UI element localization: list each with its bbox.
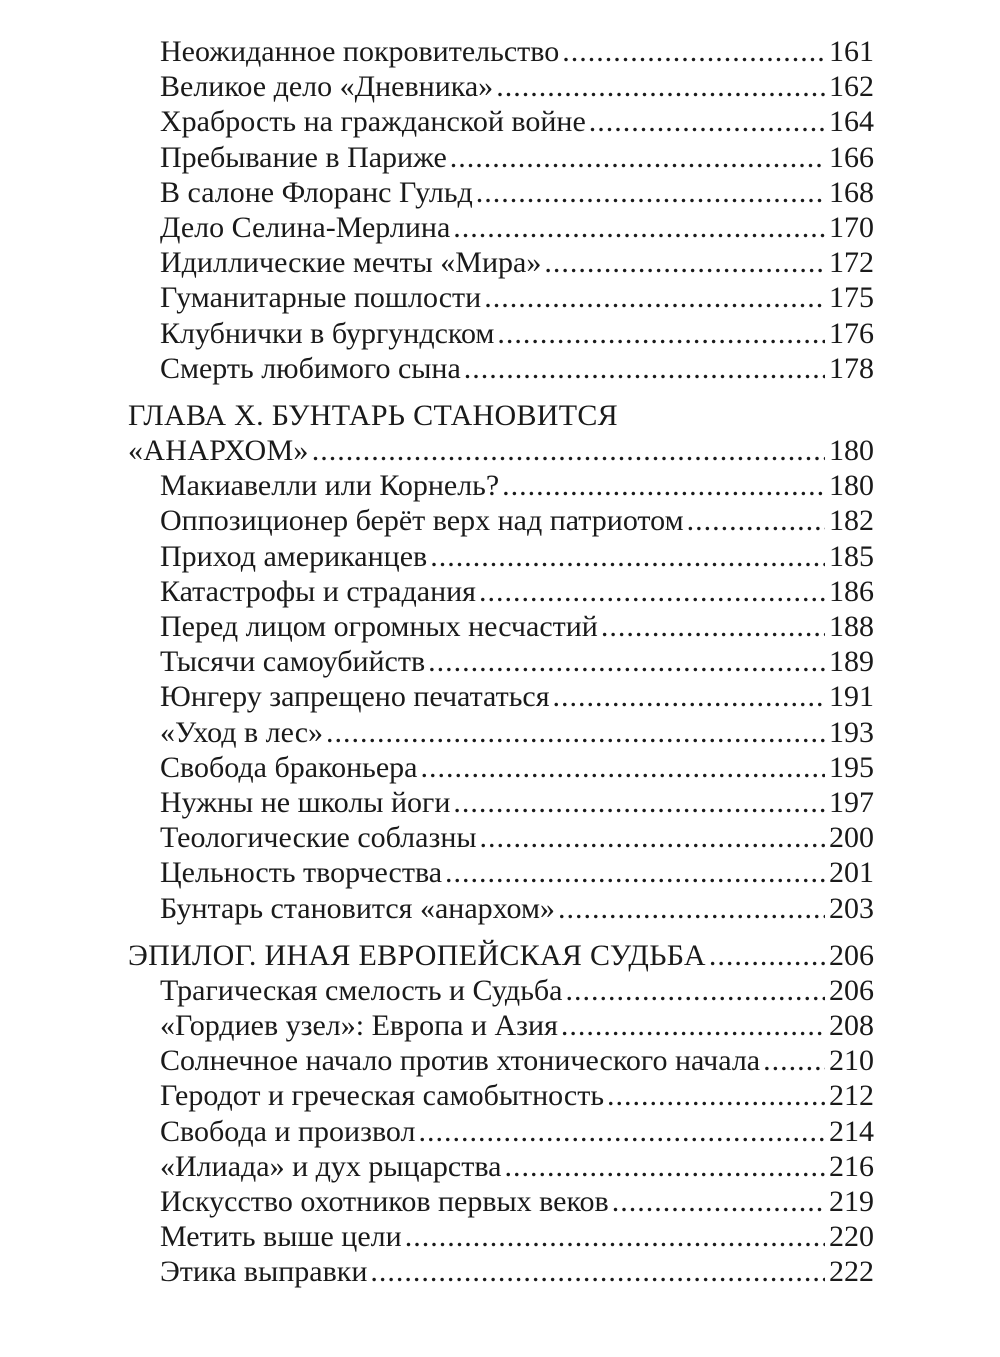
toc-entry-title: Дело Селина-Мерлина (160, 210, 451, 244)
dot-leader (370, 1254, 825, 1289)
toc-entry (128, 1149, 874, 1184)
toc-entry (128, 1008, 874, 1043)
dot-leader (502, 468, 825, 503)
toc-entry-title: Храбрость на гражданской войне (160, 105, 586, 139)
toc-entry-page: 191 (829, 680, 874, 714)
toc-entry-title: Оппозиционер берёт верх над патриотом (160, 504, 684, 538)
toc-entry (128, 140, 874, 175)
toc-entry (128, 69, 874, 104)
toc-entry-page: 170 (829, 210, 874, 244)
dot-leader (428, 644, 825, 679)
dot-leader (479, 574, 825, 609)
dot-leader (497, 316, 825, 351)
dot-leader (558, 891, 825, 926)
toc-entry-title: Макиавелли или Корнель? (160, 469, 500, 503)
toc-entry-title: Цельность творчества (160, 856, 443, 890)
dot-leader (565, 973, 825, 1008)
toc-entry-page: 222 (829, 1255, 874, 1289)
dot-leader (480, 820, 825, 855)
toc-entry (128, 210, 874, 245)
toc-entry-page: 197 (829, 785, 874, 819)
dot-leader (607, 1078, 825, 1113)
dot-leader (430, 539, 825, 574)
toc-entry (128, 316, 874, 351)
toc-entry-page: 162 (829, 70, 874, 104)
toc-entry (128, 644, 874, 679)
dot-leader (476, 175, 825, 210)
toc-entry (128, 820, 874, 855)
toc-entry (128, 175, 874, 210)
toc-entry (128, 973, 874, 1008)
chapter-page: 180 (829, 434, 874, 468)
toc-entry-page: 219 (829, 1185, 874, 1218)
toc-entry-title: В салоне Флоранс Гульд (160, 175, 473, 209)
toc-entry-title: Этика выправки (160, 1255, 368, 1289)
table-of-contents (128, 34, 874, 1290)
toc-entry (128, 891, 874, 926)
epilogue-page: 206 (829, 938, 874, 972)
toc-entry-page: 208 (829, 1009, 874, 1043)
toc-entry-page: 178 (829, 351, 874, 385)
toc-entry (128, 715, 874, 750)
toc-entry-title: Трагическая смелость и Судьба (160, 973, 563, 1007)
toc-entry-title: Свобода браконьера (160, 750, 418, 784)
dot-leader (453, 785, 825, 820)
dot-leader (312, 433, 825, 468)
toc-entry (128, 34, 874, 69)
toc-entry (128, 750, 874, 785)
toc-entry-page: 161 (829, 35, 874, 68)
dot-leader (484, 280, 825, 315)
toc-entry-page: 210 (829, 1044, 874, 1078)
toc-entry-page: 220 (829, 1220, 874, 1254)
toc-entry (128, 574, 874, 609)
toc-entry-title: Солнечное начало против хтонического начала (160, 1044, 761, 1078)
dot-leader (464, 351, 825, 386)
toc-entry (128, 539, 874, 574)
toc-entry-title: Великое дело «Дневника» (160, 70, 494, 104)
toc-entry-title: Перед лицом огромных несчастий (160, 610, 598, 643)
dot-leader (612, 1184, 825, 1219)
dot-leader (687, 503, 825, 538)
toc-entry (128, 1184, 874, 1219)
dot-leader (326, 715, 825, 750)
chapter-heading-line1: ГЛАВА X. БУНТАРЬ СТАНОВИТСЯ (128, 398, 618, 432)
epilogue-heading (128, 938, 874, 973)
toc-entry-page: 206 (829, 973, 874, 1007)
toc-entry-title: Идиллические мечты «Мира» (160, 246, 542, 280)
toc-entry-page: 188 (829, 610, 874, 643)
dot-leader (562, 34, 825, 69)
toc-entry-title: «Илиада» и дух рыцарства (160, 1149, 502, 1183)
toc-entry-title: Пребывание в Париже (160, 140, 447, 174)
toc-entry-page: 195 (829, 750, 874, 784)
toc-entry (128, 245, 874, 280)
toc-entry (128, 785, 874, 820)
toc-entry-title: Катастрофы и страдания (160, 574, 476, 608)
section-gap (128, 926, 874, 938)
dot-leader (763, 1043, 825, 1078)
toc-entry-title: Геродот и греческая самобытность (160, 1079, 605, 1113)
toc-entry-page: 180 (829, 469, 874, 503)
toc-entry-title: Клубнички в бургундском (160, 316, 495, 350)
toc-entry-page: 176 (829, 316, 874, 350)
dot-leader (496, 69, 825, 104)
toc-entry (128, 855, 874, 890)
dot-leader (453, 210, 825, 245)
dot-leader (420, 750, 825, 785)
toc-entry-title: «Гордиев узел»: Европа и Азия (160, 1009, 558, 1043)
toc-entry-page: 203 (829, 891, 874, 925)
toc-entry (128, 503, 874, 538)
toc-entry (128, 280, 874, 315)
toc-entry-page: 164 (829, 105, 874, 139)
toc-entry (128, 1219, 874, 1254)
dot-leader (445, 855, 825, 890)
toc-entry-title: Смерть любимого сына (160, 351, 461, 385)
toc-entry-page: 189 (829, 645, 874, 679)
toc-entry (128, 351, 874, 386)
dot-leader (419, 1114, 826, 1149)
dot-leader (561, 1008, 825, 1043)
toc-entry-title: Нужны не школы йоги (160, 785, 451, 819)
dot-leader (504, 1149, 825, 1184)
toc-entry (128, 1114, 874, 1149)
toc-entry-title: Бунтарь становится «анархом» (160, 891, 555, 925)
toc-entry-page: 185 (829, 539, 874, 573)
dot-leader (450, 140, 825, 175)
toc-entry-page: 175 (829, 281, 874, 315)
toc-entry (128, 468, 874, 503)
toc-entry-page: 168 (829, 175, 874, 209)
toc-entry-page: 212 (829, 1079, 874, 1113)
toc-entry-page: 186 (829, 574, 874, 608)
toc-entry (128, 679, 874, 714)
dot-leader (405, 1219, 825, 1254)
dot-leader (709, 938, 825, 973)
toc-entry-page: 193 (829, 715, 874, 749)
toc-entry (128, 1254, 874, 1289)
toc-entry (128, 609, 874, 644)
toc-entry-title: Теологические соблазны (160, 821, 477, 855)
toc-entry-page: 216 (829, 1149, 874, 1183)
toc-entry (128, 1078, 874, 1113)
section-gap (128, 386, 874, 398)
toc-entry-title: Тысячи самоубийств (160, 645, 426, 679)
dot-leader (544, 245, 825, 280)
epilogue-title: ЭПИЛОГ. ИНАЯ ЕВРОПЕЙСКАЯ СУДЬБА (128, 938, 706, 972)
toc-entry (128, 104, 874, 139)
toc-entry-page: 182 (829, 504, 874, 538)
dot-leader (601, 609, 825, 644)
toc-entry-page: 200 (829, 821, 874, 855)
dot-leader (553, 679, 825, 714)
toc-entry-title: «Уход в лес» (160, 715, 324, 749)
toc-entry-title: Метить выше цели (160, 1220, 402, 1254)
toc-entry-title: Юнгеру запрещено печататься (160, 680, 550, 714)
chapter-heading-line2: «АНАРХОМ» (128, 434, 309, 468)
toc-entry (128, 1043, 874, 1078)
dot-leader (589, 104, 825, 139)
toc-entry-title: Приход американцев (160, 539, 428, 573)
chapter-heading (128, 433, 874, 468)
toc-entry-title: Гуманитарные пошлости (160, 281, 482, 315)
toc-entry-title: Неожиданное покровительство (160, 35, 560, 68)
toc-entry-title: Искусство охотников первых веков (160, 1185, 609, 1218)
toc-entry-page: 201 (829, 856, 874, 890)
toc-entry-page: 214 (829, 1114, 874, 1148)
toc-entry-page: 172 (829, 246, 874, 280)
toc-entry-page: 166 (829, 140, 874, 174)
toc-entry-title: Свобода и произвол (160, 1114, 416, 1148)
